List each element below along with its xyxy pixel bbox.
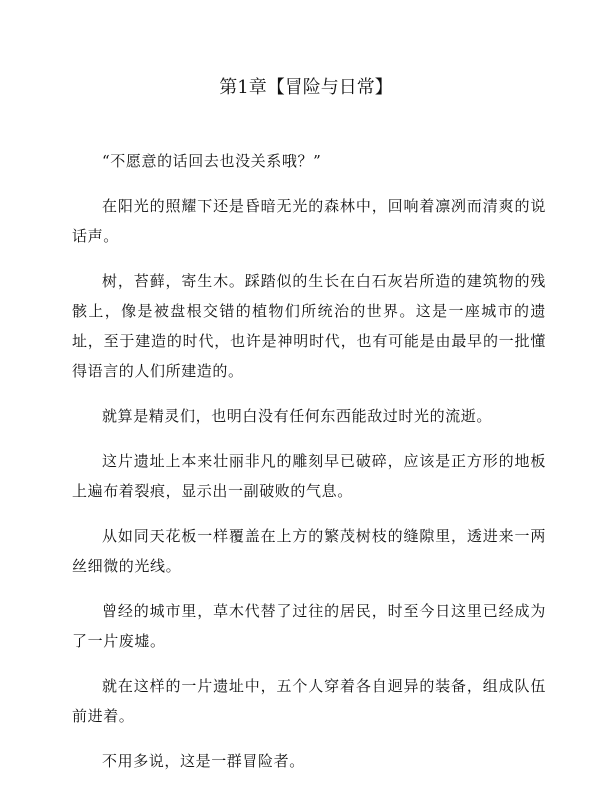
- paragraph: “不愿意的话回去也没关系哦？”: [102, 152, 322, 170]
- paragraph: 曾经的城市里，草木代替了过往的居民，时至今日这里已经成为了一片废墟。: [72, 602, 546, 650]
- paragraph: 就在这样的一片遗址中，五个人穿着各自迥异的装备，组成队伍前进着。: [72, 677, 546, 725]
- paragraph: 就算是精灵们，也明白没有任何东西能敌过时光的流逝。: [102, 407, 493, 425]
- paragraph: 树，苔藓，寄生木。踩踏似的生长在白石灰岩所造的建筑物的残骸上，像是被盘根交错的植物们所统治的世界。这是一座城市的遗址，至于建造的时代，也许是神明时代，也有可能是由最早的一批懂得语言的人们所建造的。: [72, 272, 546, 380]
- paragraph: 从如同天花板一样覆盖在上方的繁茂树枝的缝隙里，透进来一两丝细微的光线。: [72, 527, 546, 575]
- paragraph: 在阳光的照耀下还是昏暗无光的森林中，回响着凛冽而清爽的说话声。: [72, 197, 546, 245]
- paragraph: 不用多说，这是一群冒险者。: [102, 752, 305, 770]
- chapter-title: 第1章【冒险与日常】: [219, 77, 393, 98]
- chapter-body: [72, 146, 546, 791]
- paragraph: 这片遗址上本来壮丽非凡的雕刻早已破碎，应该是正方形的地板上遍布着裂痕，显示出一副破败的气息。: [72, 452, 546, 500]
